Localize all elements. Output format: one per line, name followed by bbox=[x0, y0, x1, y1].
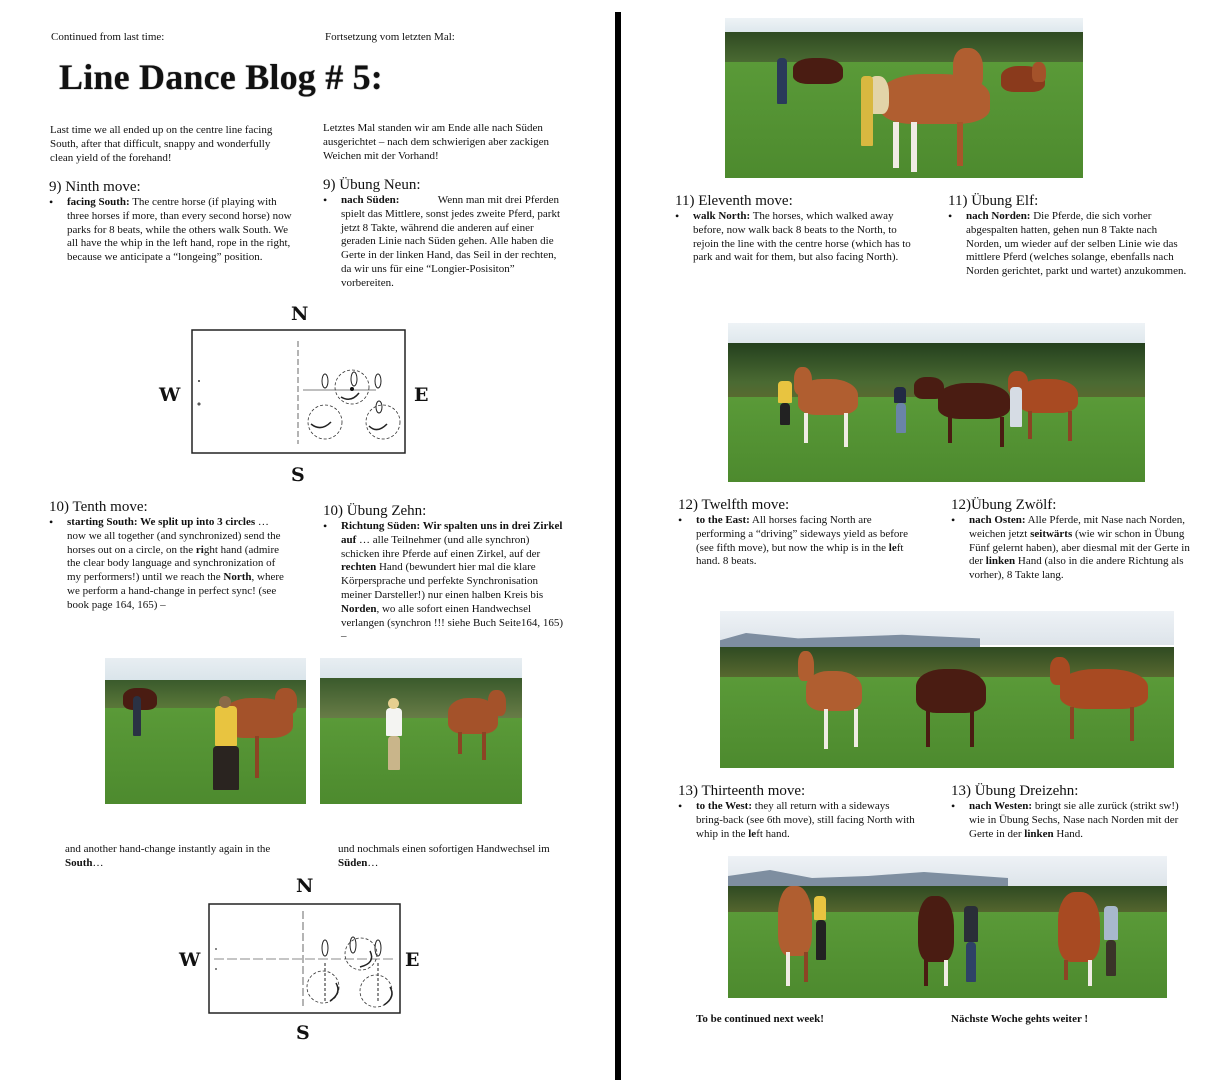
compass-south: S bbox=[296, 1022, 310, 1044]
move-lead: Richtung Süden: Wir spalten uns in drei Zirkel auf bbox=[341, 520, 563, 546]
move-description bbox=[951, 800, 1191, 841]
move-text: Hand. bbox=[1053, 827, 1083, 840]
move-text: All horses facing North are performing a “driving” sideways yield as before (see fifth move), but now the whip is in the bbox=[696, 514, 908, 554]
compass-west: W bbox=[179, 949, 201, 971]
move-heading: 12) Twelfth move: bbox=[678, 497, 790, 513]
move-text: ght hand (admire the clear body language and synchronization of my performers!) until we reach the bbox=[67, 543, 280, 584]
compass-north: N bbox=[291, 303, 309, 325]
bold-text: South bbox=[65, 856, 93, 869]
move-text: Wenn man mit drei Pferden spielt das Mittlere, sonst jedes zweite Pferd, parkt jetzt 8 Takte, während die anderen auf einer geraden Linie nach Süden gehen. Alle haben die Gerte in der linken Hand, das Seil in der rechten, da wir uns für eine “Longier-Posisiton” vorbereiten. bbox=[341, 194, 563, 289]
move-text: Hand (bewundert hier mal die klare Körpersprache und perfekte Synchronisation meiner Darsteller!) nur einen halben Kreis bis bbox=[341, 561, 544, 601]
move-text: , where we perform a hand-change in perfect sync! (see book page 164, 165) – bbox=[67, 571, 284, 611]
move-heading: 10) Tenth move: bbox=[49, 499, 148, 515]
move-lead: to the East: bbox=[696, 514, 750, 526]
move-lead: to the West: bbox=[696, 800, 753, 812]
move-text: Die Pferde, die sich vorher abgespalten hatten, gehen nun 8 Takte nach Norden, um wieder auf der selben Linie wie das mittlere Pferd (welches solange, ebenfalls nach Norden gerichtet, parkt und wartet) anzukommen. bbox=[966, 210, 1187, 278]
photo-sideways-east bbox=[720, 611, 1174, 768]
move-13-en bbox=[678, 783, 918, 841]
compass-west: W bbox=[159, 384, 181, 406]
page-divider bbox=[615, 12, 621, 1080]
move-11-en bbox=[675, 193, 915, 265]
move-lead: nach Osten: bbox=[969, 514, 1026, 526]
move-description bbox=[49, 516, 289, 613]
move-heading: 13) Übung Dreizehn: bbox=[951, 783, 1079, 799]
footer-en: To be continued next week! bbox=[696, 1013, 824, 1025]
compass-east: E bbox=[405, 949, 420, 971]
move-heading: 9) Ninth move: bbox=[49, 179, 141, 195]
photo-walking-horses bbox=[725, 18, 1083, 178]
move-description bbox=[951, 514, 1191, 583]
compass-south: S bbox=[291, 464, 305, 486]
move-heading: 13) Thirteenth move: bbox=[678, 783, 806, 799]
move-text: , wo alle sofort einen Handwechsel verlangen (synchron !!! siehe Buch Seite164, 165) – bbox=[341, 602, 564, 643]
move-9-en bbox=[49, 179, 294, 265]
move-heading: 11) Eleventh move: bbox=[675, 193, 793, 209]
move-text: The centre horse (if playing with three horses if more, than every second horse) now parks for 8 beats, while the others walk South. We all have the whip in the left hand, rope in the right, because we anticipate a “longeing” position. bbox=[67, 196, 292, 264]
move-10-en bbox=[49, 499, 289, 613]
move-heading: 9) Übung Neun: bbox=[323, 177, 421, 193]
move-lead: facing South: bbox=[67, 196, 130, 208]
move-text: ft hand. bbox=[756, 827, 790, 840]
move-description bbox=[948, 210, 1188, 279]
photo-line-up bbox=[728, 323, 1145, 482]
move-text: … now we all together (and synchronized) send the horses out on a circle, on the bbox=[67, 516, 281, 556]
move-text: The horses, which walked away before, now walk back 8 beats to the North, to rejoin the line with the centre horse (which has to park and wait for them, but also facing North). bbox=[693, 210, 911, 264]
compass-north: N bbox=[296, 875, 314, 897]
compass-east: E bbox=[414, 384, 429, 406]
bold-text: Süden bbox=[338, 856, 368, 869]
ellipsis: … bbox=[367, 856, 379, 869]
move-text: Hand (also in die andere Richtung als vorher), 8 Takte lang. bbox=[969, 555, 1184, 582]
move-heading: 10) Übung Zehn: bbox=[323, 503, 427, 519]
continued-label-de: Fortsetzung vom letzten Mal: bbox=[325, 31, 455, 43]
intro-de: Letztes Mal standen wir am Ende alle nach Süden ausgerichtet – nach dem schwierigen aber zackigen Weichen mit der Vorhand! bbox=[323, 122, 550, 162]
move-description bbox=[678, 514, 913, 569]
photo-lunging-2 bbox=[320, 658, 522, 804]
bold-text: North bbox=[223, 571, 252, 584]
page-title: Line Dance Blog # 5: bbox=[59, 57, 383, 97]
move-heading: 11) Übung Elf: bbox=[948, 193, 1039, 209]
move-10-de bbox=[323, 503, 568, 644]
intro-en: Last time we all ended up on the centre line facing South, after that difficult, snappy and wonderfully clean yield of the forehand! bbox=[50, 124, 273, 164]
bold-text: Norden bbox=[341, 602, 377, 615]
move-lead: nach Süden: bbox=[341, 194, 400, 206]
move-text: ft hand. 8 beats. bbox=[696, 541, 904, 568]
move-description bbox=[675, 210, 915, 265]
bold-text: linken bbox=[1024, 827, 1054, 840]
move-12-en bbox=[678, 497, 913, 569]
move-description bbox=[678, 800, 918, 841]
move-description bbox=[323, 520, 568, 644]
move-11-de bbox=[948, 193, 1188, 279]
arena-figure bbox=[208, 903, 402, 1015]
move-text: Alle Pferde, mit Nase nach Norden, weichen jetzt bbox=[969, 514, 1185, 540]
bold-text: linken bbox=[985, 555, 1016, 568]
arena-figure bbox=[191, 329, 407, 455]
move-text: … alle Teilnehmer (und alle synchron) schicken ihre Pferde auf einen Zirkel, auf der bbox=[341, 533, 541, 560]
continued-label-en: Continued from last time: bbox=[51, 31, 165, 43]
bold-text: rechten bbox=[341, 561, 377, 574]
move-description bbox=[323, 194, 568, 291]
hand-change-en bbox=[65, 843, 285, 871]
move-lead: nach Westen: bbox=[969, 800, 1033, 812]
move-description bbox=[49, 196, 294, 265]
bold-text: le bbox=[748, 827, 757, 840]
footer-de: Nächste Woche gehts weiter ! bbox=[951, 1013, 1089, 1025]
move-lead: starting South: We split up into 3 circles bbox=[67, 516, 256, 528]
move-12-de bbox=[951, 497, 1191, 583]
move-lead: walk North: bbox=[693, 210, 751, 222]
move-9-de bbox=[323, 177, 568, 291]
photo-lunging-1 bbox=[105, 658, 306, 804]
hand-change-de bbox=[338, 843, 558, 871]
bold-text: seitwärts bbox=[1030, 527, 1073, 540]
bold-text: le bbox=[888, 541, 897, 554]
move-13-de bbox=[951, 783, 1191, 841]
move-heading: 12)Übung Zwölf: bbox=[951, 497, 1057, 513]
text: und nochmals einen sofortigen Handwechsel im bbox=[338, 843, 550, 855]
ellipsis: … bbox=[92, 856, 104, 869]
text: and another hand-change instantly again in the bbox=[65, 843, 271, 855]
move-text: bringt sie alle zurück (strikt sw!) wie in Übung Sechs, Nase nach Norden mit der Gerte in der bbox=[969, 800, 1179, 840]
move-text: (wie wir schon in Übung Fünf gelernt haben), aber diesmal mit der Gerte in der bbox=[969, 527, 1190, 568]
bold-text: ri bbox=[195, 543, 204, 556]
move-lead: nach Norden: bbox=[966, 210, 1031, 222]
move-text: they all return with a sideways bring-back (see 6th move), still facing North with whip in the bbox=[696, 800, 915, 840]
photo-sideways-west bbox=[728, 856, 1167, 998]
